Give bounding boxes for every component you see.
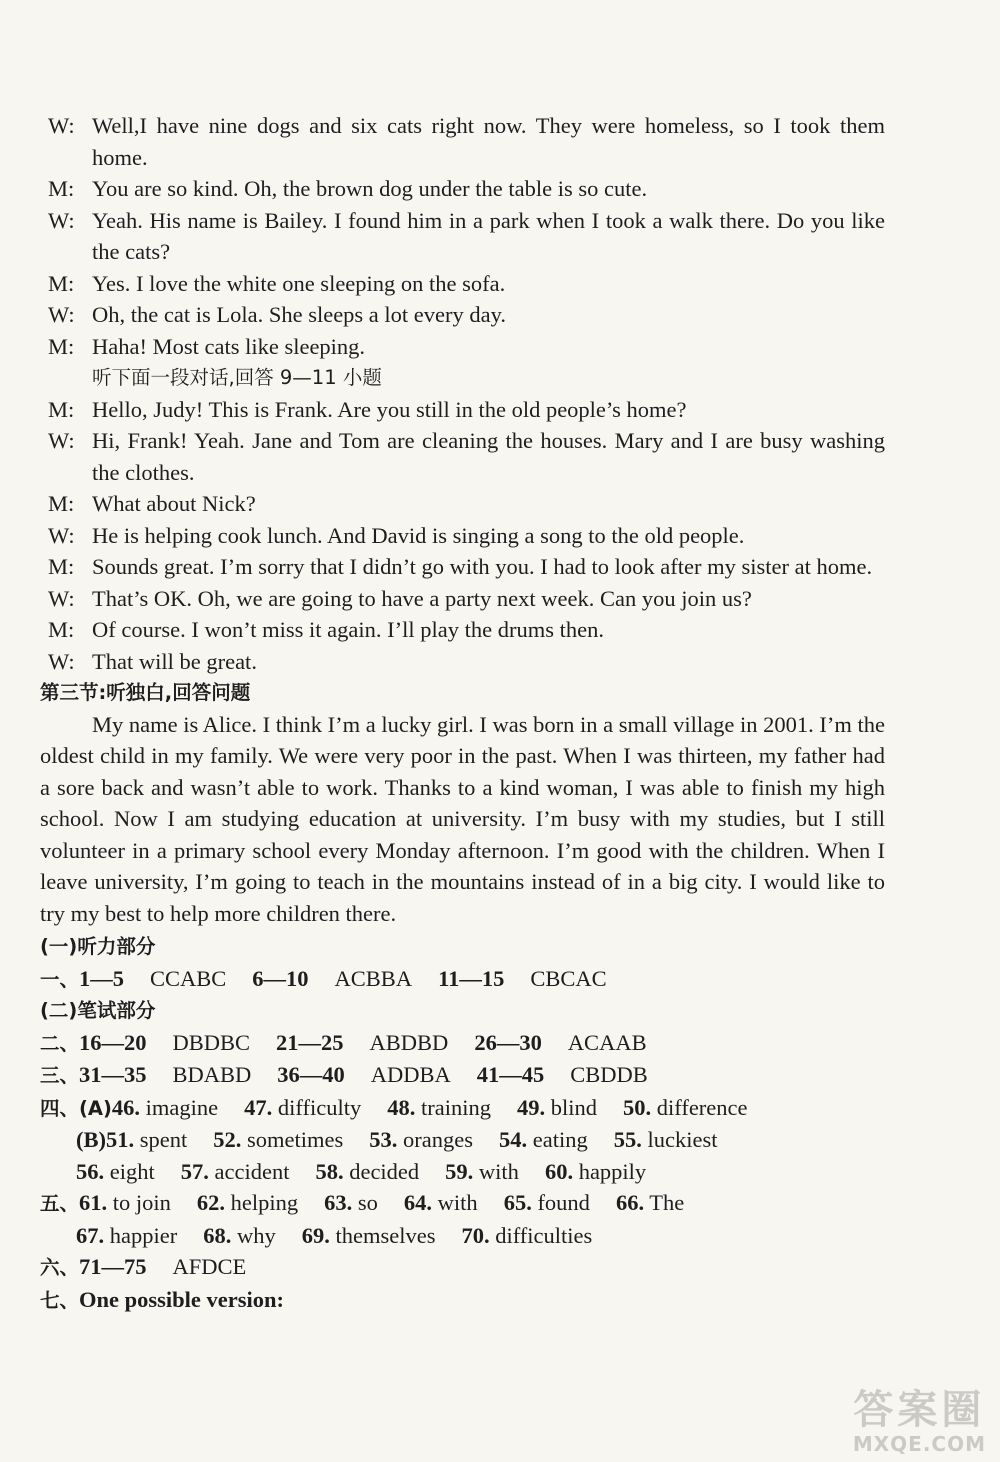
answer-letters: CCABC xyxy=(150,965,227,991)
dialogue-text: He is helping cook lunch. And David is singing a song to the old people. xyxy=(92,522,745,548)
dialogue-text: Oh, the cat is Lola. She sleeps a lot every day. xyxy=(92,302,507,327)
speaker-tag: W: xyxy=(48,648,75,674)
answer-word: sometimes xyxy=(247,1127,344,1152)
dialogue-text: Haha! Most cats like sleeping. xyxy=(92,333,366,359)
answer-word: themselves xyxy=(335,1222,436,1248)
question-number: 61. xyxy=(79,1190,108,1215)
question-number: 64. xyxy=(403,1190,433,1215)
speaker-tag: M: xyxy=(48,491,75,516)
answer-label: 三、 xyxy=(40,1064,80,1087)
answer-word: helping xyxy=(230,1190,299,1215)
question-number: 46. xyxy=(111,1094,141,1120)
answer-word: happier xyxy=(109,1222,178,1248)
answer-word: eating xyxy=(532,1127,588,1152)
dialogue-line xyxy=(40,205,885,268)
answer-range: 36—40 xyxy=(277,1062,345,1087)
question-number: 57. xyxy=(180,1158,209,1184)
answer-key xyxy=(40,931,885,1316)
dialogue-line xyxy=(40,331,885,363)
question-number: 51. xyxy=(106,1127,135,1152)
essay-heading: One possible version: xyxy=(79,1286,285,1312)
speaker-tag: W: xyxy=(48,207,75,233)
question-number: 66. xyxy=(615,1190,645,1215)
answer-word: luckiest xyxy=(647,1127,718,1152)
question-number: 68. xyxy=(203,1222,232,1248)
answer-letters: ACAAB xyxy=(567,1029,647,1055)
listening-part-title: (一)听力部分 xyxy=(40,935,156,958)
dialogue-text: Hi, Frank! Yeah. Jane and Tom are cleaning the houses. Mary and I are busy washing the clothes. xyxy=(92,428,885,485)
dialogue-text: That will be great. xyxy=(92,648,257,674)
question-number: 60. xyxy=(544,1158,574,1184)
answer-word: to join xyxy=(112,1190,171,1215)
dialogue-text: Of course. I won’t miss it again. I’ll play the drums then. xyxy=(92,617,604,642)
answer-row-1 xyxy=(40,963,885,996)
answer-range: 31—35 xyxy=(79,1062,147,1087)
answer-label: 一、 xyxy=(40,967,80,991)
answer-label: 四、(A) xyxy=(40,1096,112,1120)
answer-word: difficulties xyxy=(495,1222,593,1248)
answer-letters: ABDBD xyxy=(369,1029,449,1055)
answer-range: 1—5 xyxy=(79,965,125,991)
answer-word: spent xyxy=(139,1127,188,1152)
answer-row-5b xyxy=(40,1220,885,1252)
dialogue-a xyxy=(40,110,885,362)
dialogue-text: Yeah. His name is Bailey. I found him in a park when I took a walk there. Do you like the cats? xyxy=(92,207,885,264)
question-number: 58. xyxy=(315,1158,344,1184)
answer-row-3 xyxy=(40,1059,885,1092)
answer-letters: CBCAC xyxy=(530,965,607,991)
question-number: 49. xyxy=(516,1094,546,1120)
answer-row-2 xyxy=(40,1027,885,1060)
question-number: 65. xyxy=(503,1190,532,1215)
answer-range: 71—75 xyxy=(79,1254,147,1279)
answer-row-4b xyxy=(40,1124,885,1156)
dialogue-b xyxy=(40,394,885,678)
answer-word: oranges xyxy=(403,1127,473,1152)
question-number: 69. xyxy=(301,1222,330,1248)
document-page xyxy=(40,110,885,1316)
answer-word: accident xyxy=(214,1158,290,1184)
dialogue-line xyxy=(40,583,885,615)
question-number: 67. xyxy=(76,1222,105,1248)
answer-range: 21—25 xyxy=(276,1029,344,1055)
answer-word: eight xyxy=(109,1158,155,1184)
watermark-logo xyxy=(853,1388,986,1456)
answer-letters: ACBBA xyxy=(334,965,413,991)
speaker-tag: W: xyxy=(48,302,75,327)
question-number: 70. xyxy=(461,1222,490,1248)
answer-range: 6—10 xyxy=(252,965,309,991)
speaker-tag: W: xyxy=(48,522,75,548)
answer-row-4a xyxy=(40,1092,885,1125)
monologue-paragraph: My name is Alice. I think I’m a lucky girl. I was born in a small village in 2001. I’m the oldest child in my family. We were very poor in the past. When I was thirteen, my father had a sore back and wasn’t able to work. Thanks to a kind woman, I was able to finish my high school. Now I am studying education at university. I’m busy with my studies, but I still volunteer in a primary school every Monday afternoon. I’m good with the children. When I leave university, I’m going to teach in the mountains instead of in a big city. I would like to try my best to help more children there. xyxy=(40,711,885,926)
answer-word: difference xyxy=(656,1094,748,1120)
question-number: 47. xyxy=(244,1094,273,1120)
answer-word: so xyxy=(357,1190,378,1215)
answer-range: 41—45 xyxy=(476,1062,545,1087)
answer-range: 11—15 xyxy=(438,965,505,991)
watermark-text: 答案圈 xyxy=(853,1387,986,1433)
dialogue-line xyxy=(40,646,885,678)
answer-label: 六、 xyxy=(40,1256,80,1279)
answer-letters: DBDBC xyxy=(172,1029,251,1055)
answer-word: training xyxy=(420,1094,491,1120)
answer-word: blind xyxy=(550,1094,597,1120)
dialogue-text: Yes. I love the white one sleeping on the sofa. xyxy=(92,270,506,296)
dialogue-line xyxy=(40,173,885,205)
listening-instruction: 听下面一段对话,回答 9—11 小题 xyxy=(92,366,382,389)
answer-label: 二、 xyxy=(40,1031,80,1055)
watermark-url: MXQE.COM xyxy=(852,1432,986,1456)
answer-word: why xyxy=(236,1222,276,1248)
dialogue-text: You are so kind. Oh, the brown dog under the table is so cute. xyxy=(92,176,648,201)
answer-row-4c xyxy=(40,1156,885,1188)
dialogue-text: Sounds great. I’m sorry that I didn’t go with you. I had to look after my sister at home. xyxy=(92,554,873,579)
answer-row-7 xyxy=(40,1284,885,1317)
speaker-tag: W: xyxy=(48,585,75,611)
dialogue-line xyxy=(40,268,885,300)
speaker-tag: W: xyxy=(48,428,75,453)
speaker-tag: M: xyxy=(48,176,75,201)
answer-word: The xyxy=(649,1190,685,1215)
answer-label: 五、 xyxy=(40,1192,80,1215)
answer-word: with xyxy=(478,1158,519,1184)
question-number: 63. xyxy=(324,1190,353,1215)
dialogue-text: What about Nick? xyxy=(92,491,256,516)
question-number: 48. xyxy=(387,1094,416,1120)
dialogue-text: Hello, Judy! This is Frank. Are you still in the old people’s home? xyxy=(92,396,687,422)
question-number: 53. xyxy=(369,1127,398,1152)
answer-word: with xyxy=(437,1190,478,1215)
dialogue-text: That’s OK. Oh, we are going to have a party next week. Can you join us? xyxy=(92,585,752,611)
speaker-tag: M: xyxy=(48,554,75,579)
dialogue-line xyxy=(40,614,885,646)
dialogue-line xyxy=(40,520,885,552)
question-number: 55. xyxy=(613,1127,642,1152)
question-number: 62. xyxy=(196,1190,226,1215)
dialogue-line xyxy=(40,425,885,488)
speaker-tag: W: xyxy=(48,113,75,138)
section-heading: 第三节:听独白,回答问题 xyxy=(40,681,251,704)
answer-word: imagine xyxy=(145,1094,219,1120)
dialogue-line xyxy=(40,488,885,520)
answer-letters: ADDBA xyxy=(370,1062,451,1087)
speaker-tag: M: xyxy=(48,617,75,642)
answer-range: 16—20 xyxy=(79,1029,147,1055)
speaker-tag: M: xyxy=(48,396,75,422)
dialogue-line xyxy=(40,110,885,173)
speaker-tag: M: xyxy=(48,333,75,359)
dialogue-text: Well,I have nine dogs and six cats right now. They were homeless, so I took them home. xyxy=(92,113,885,170)
answer-label: 七、 xyxy=(40,1288,80,1312)
writing-part-title: (二)笔试部分 xyxy=(40,999,156,1022)
question-number: 54. xyxy=(498,1127,528,1152)
answer-letters: BDABD xyxy=(172,1062,252,1087)
question-number: 52. xyxy=(213,1127,242,1152)
dialogue-line xyxy=(40,299,885,331)
question-number: 56. xyxy=(76,1158,105,1184)
answer-row-5a xyxy=(40,1187,885,1220)
answer-range: 26—30 xyxy=(474,1029,542,1055)
answer-word: found xyxy=(537,1190,590,1215)
answer-letters: AFDCE xyxy=(172,1254,247,1279)
question-number: 50. xyxy=(622,1094,652,1120)
dialogue-line xyxy=(40,394,885,426)
answer-label: (B) xyxy=(76,1127,106,1152)
answer-word: decided xyxy=(349,1158,420,1184)
answer-word: happily xyxy=(578,1158,647,1184)
dialogue-line xyxy=(40,551,885,583)
speaker-tag: M: xyxy=(48,270,75,296)
answer-letters: CBDDB xyxy=(570,1062,648,1087)
question-number: 59. xyxy=(445,1158,474,1184)
answer-row-6 xyxy=(40,1251,885,1284)
answer-word: difficulty xyxy=(277,1094,362,1120)
